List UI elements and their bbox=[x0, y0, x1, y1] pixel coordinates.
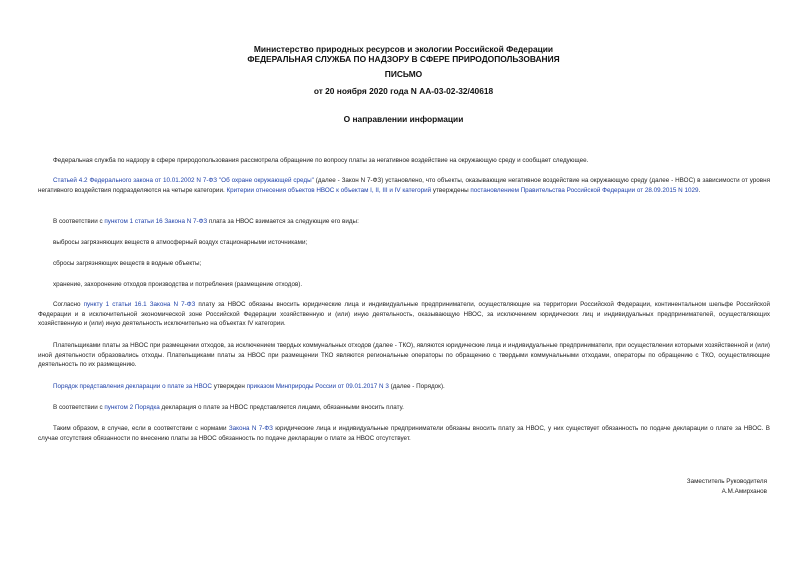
criteria-link[interactable]: Критерии отнесения объектов НВОС к объектам I, II, III и IV категорий bbox=[226, 186, 432, 194]
list-item: хранение, захоронение отходов производства и потребления (размещение отходов). bbox=[53, 281, 303, 288]
document-date-number: от 20 ноября 2020 года N АА-03-02-32/40618 bbox=[313, 86, 494, 96]
law-7fz-link[interactable]: Закона N 7-ФЗ bbox=[228, 425, 273, 432]
paragraph-conclusion: Таким образом, в случае, если в соответствии с нормами Закона N 7-ФЗ юридические лица и индивидуальные предприниматели обязаны вносить плату за НВОС, у них существует обязанность по подаче декларации о плате за НВОС. В случае отсутствия обязанности по внесению платы за НВОС обязанность по подаче декларации о плате за НВОС отсутствует. bbox=[38, 425, 770, 442]
ministry-title: Министерство природных ресурсов и экологии Российской Федерации bbox=[253, 44, 554, 54]
paragraph-fee-types: В соответствии с пунктом 1 статьи 16 Закона N 7-ФЗ плата за НВОС взимается за следующие его виды: bbox=[53, 218, 359, 225]
service-title: ФЕДЕРАЛЬНАЯ СЛУЖБА ПО НАДЗОРУ В СФЕРЕ ПРИРОДОПОЛЬЗОВАНИЯ bbox=[247, 54, 560, 64]
article-16-link[interactable]: пунктом 1 статьи 16 Закона N 7-ФЗ bbox=[104, 218, 208, 225]
paragraph-procedure: Порядок представления декларации о плате за НВОС утвержден приказом Минприроды России от 09.01.2017 N 3 (далее - Порядок). bbox=[53, 383, 445, 390]
paragraph-waste-payers: Плательщиками платы за НВОС при размещении отходов, за исключением твердых коммунальных отходов (далее - ТКО), являются юридические лица и индивидуальные предприниматели, при осуществлении которыми хозяйственной и (или) иной деятельности образовались отходы. Плательщиками платы за НВОС при размещении ТКО являются региональные операторы по обращению с твердыми коммунальными отходами, операторы по обращению с ТКО, осуществляющие деятельность по их размещению. bbox=[38, 342, 770, 369]
signature-position: Заместитель Руководителя bbox=[686, 478, 767, 485]
signature-name: А.М.Амирханов bbox=[721, 488, 767, 495]
document-subject: О направлении информации bbox=[343, 114, 464, 124]
declaration-procedure-link[interactable]: Порядок представления декларации о плате за НВОС bbox=[53, 383, 212, 390]
list-item: выбросы загрязняющих веществ в атмосферный воздух стационарными источниками; bbox=[53, 239, 308, 246]
article-16-1-link[interactable]: пункту 1 статьи 16.1 Закона N 7-ФЗ bbox=[83, 301, 196, 308]
paragraph-intro: Федеральная служба по надзору в сфере природопользования рассмотрела обращение по вопросу платы за негативное воздействие на окружающую среду и сообщает следующее. bbox=[53, 157, 589, 164]
law-article-link[interactable]: Статьей 4.2 Федерального закона от 10.01.2002 N 7-ФЗ "Об охране окружающей среды" bbox=[53, 177, 314, 184]
government-resolution-link[interactable]: постановлением Правительства Российской Федерации от 28.09.2015 N 1029 bbox=[470, 186, 699, 194]
paragraph-payers: Согласно пункту 1 статьи 16.1 Закона N 7-ФЗ плату за НВОС обязаны вносить юридические лица и индивидуальные предприниматели, осуществляющие на территории Российской Федерации, континентальном шельфе Российской Федерации и в исключительной экономической зоне Российской Федерации хозяйственную и (или) иную деятельность, оказывающую НВОС, за исключением юридических лиц и индивидуальных предпринимателей, осуществляющих хозяйственную и (или) иную деятельность исключительно на объектах IV категории. bbox=[38, 301, 771, 328]
procedure-item-2-link[interactable]: пунктом 2 Порядка bbox=[104, 404, 160, 411]
ministry-order-link[interactable]: приказом Минприроды России от 09.01.2017 N 3 bbox=[246, 383, 389, 390]
document-type: ПИСЬМО bbox=[384, 69, 423, 79]
list-item: сбросы загрязняющих веществ в водные объекты; bbox=[53, 260, 202, 267]
paragraph-declaration: В соответствии с пунктом 2 Порядка декларация о плате за НВОС представляется лицами, обязанными вносить плату. bbox=[53, 404, 404, 411]
paragraph-categories: Статьей 4.2 Федерального закона от 10.01.2002 N 7-ФЗ "Об охране окружающей среды" (далее - Закон N 7-ФЗ) установлено, что объекты, оказывающие негативное воздействие на окружающую среду (далее - НВОС) в зависимости от уровня негативного воздействия подразделяются на четыре категории. Критерии отнесения объектов НВОС к объектам I, II, III и IV категорий утверждены постановлением Правительства Российской Федерации от 28.09.2015 N 1029. bbox=[38, 177, 771, 194]
